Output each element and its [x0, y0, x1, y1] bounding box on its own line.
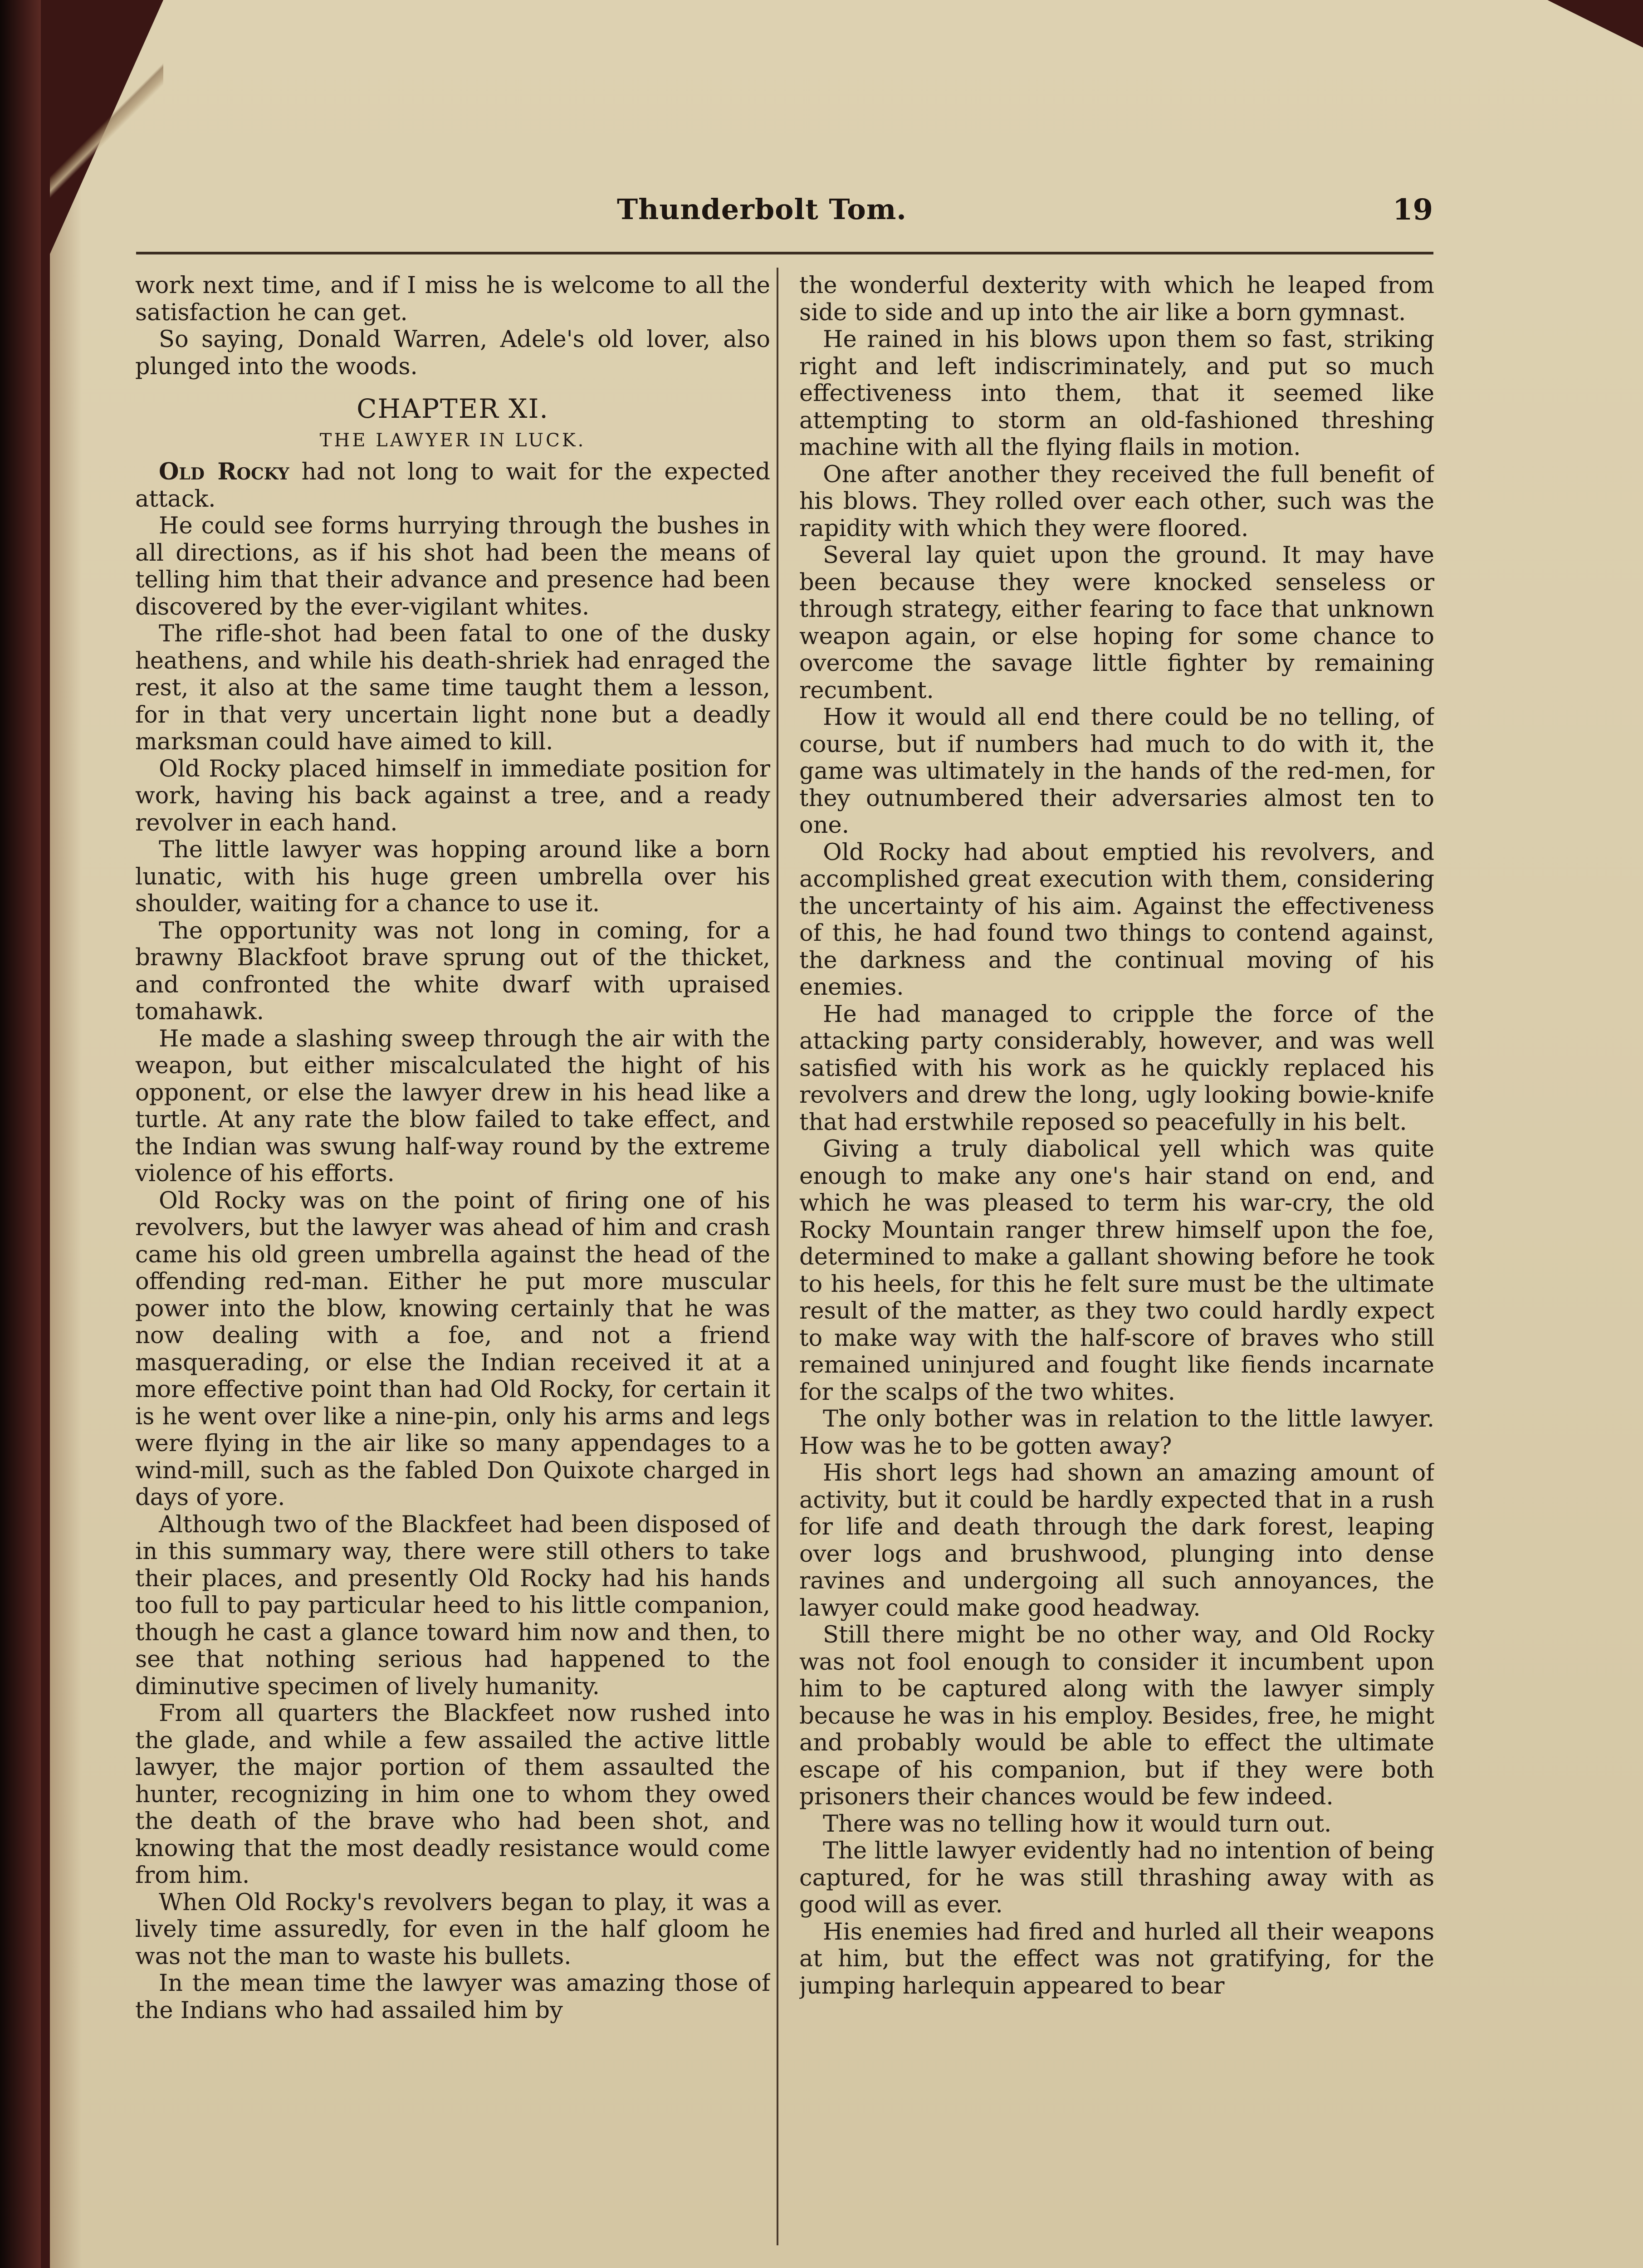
paragraph: The little lawyer was hopping around like a born lunatic, with his huge green umbrella over his shoulder, waiting for a chance to use it.	[135, 836, 770, 917]
paragraph: He made a slashing sweep through the air with the weapon, but either miscalculated the hight of his opponent, or else the lawyer drew in his head like a turtle. At any rate the blow failed to take effect, and the Indian was swung half-way round by the extreme violence of his efforts.	[135, 1025, 770, 1187]
paragraph: How it would all end there could be no telling, of course, but if numbers had much to do with it, the game was ultimately in the hands of the red-men, for they outnumbered their adversaries almost ten to one.	[799, 704, 1434, 839]
opening-text: had not long to wait for the expected attack.	[135, 459, 770, 513]
paragraph: He rained in his blows upon them so fast, striking right and left indiscriminately, and put so much effectiveness into them, that it seemed like attempting to storm an old-fashioned threshing machine with all the flying flails in motion.	[799, 326, 1434, 461]
paragraph: In the mean time the lawyer was amazing those of the Indians who had assailed him by	[135, 1970, 770, 2024]
left-column	[135, 272, 770, 2223]
paragraph: Old Rocky had about emptied his revolvers, and accomplished great execution with them, considering the uncertainty of his aim. Against the effectiveness of this, he had found two things to contend against, the darkness and the continual moving of his enemies.	[799, 839, 1434, 1001]
paragraph: So saying, Donald Warren, Adele's old lover, also plunged into the woods.	[135, 326, 770, 380]
paragraph: The little lawyer evidently had no intention of being captured, for he was still thrashing away with as good will as ever.	[799, 1838, 1434, 1918]
paragraph: Old Rocky placed himself in immediate position for work, having his back against a tree, and a ready revolver in each hand.	[135, 755, 770, 836]
paragraph: One after another they received the full benefit of his blows. They rolled over each other, such was the rapidity with which they were floored.	[799, 461, 1434, 542]
paragraph: Although two of the Blackfeet had been disposed of in this summary way, there were still others to take their places, and presently Old Rocky had his hands too full to pay particular heed to his little companion, though he cast a glance toward him now and then, to see that nothing serious had happened to the diminutive specimen of lively humanity.	[135, 1511, 770, 1700]
paragraph: When Old Rocky's revolvers began to play, it was a lively time assuredly, for even in the half gloom he was not the man to waste his bullets.	[135, 1889, 770, 1970]
paragraph: He had managed to cripple the force of the attacking party considerably, however, and was well satisfied with his work as he quickly replaced his revolvers and drew the long, ugly looking bowie-knife that had erstwhile reposed so peacefully in his belt.	[799, 1001, 1434, 1136]
opening-smallcaps: Old Rocky	[159, 458, 289, 485]
paragraph: The rifle-shot had been fatal to one of the dusky heathens, and while his death-shriek had enraged the rest, it also at the same time taught them a lesson, for in that very uncertain light none but a deadly marksman could have aimed to kill.	[135, 621, 770, 755]
chapter-subtitle: THE LAWYER IN LUCK.	[319, 430, 586, 451]
right-column	[799, 272, 1434, 2223]
header-rule	[136, 252, 1433, 254]
book-spine-shadow	[0, 0, 41, 2268]
chapter-title: CHAPTER XI.	[357, 393, 549, 424]
paragraph: There was no telling how it would turn out.	[823, 1810, 1332, 1838]
paragraph: work next time, and if I miss he is welcome to all the satisfaction he can get.	[135, 272, 770, 326]
column-divider	[777, 268, 778, 2245]
paragraph: the wonderful dexterity with which he leaped from side to side and up into the air like a born gymnast.	[799, 272, 1434, 326]
page-header	[617, 193, 1433, 247]
paragraph: Still there might be no other way, and Old Rocky was not fool enough to consider it incumbent upon him to be captured along with the lawyer simply because he was in his employ. Besides, free, he might and probably would be able to effect the ultimate escape of his companion, but if they were both prisoners their chances would be few indeed.	[799, 1622, 1434, 1810]
paragraph: Giving a truly diabolical yell which was quite enough to make any one's hair stand on end, and which he was pleased to term his war-cry, the old Rocky Mountain ranger threw himself upon the foe, determined to make a gallant showing before he took to his heels, for this he felt sure must be the ultimate result of the matter, as they two could hardly expect to make way with the half-score of braves who still remained uninjured and fought like fiends incarnate for the scalps of the two whites.	[799, 1136, 1434, 1406]
paragraph: Old Rocky was on the point of firing one of his revolvers, but the lawyer was ahead of him and crash came his old green umbrella against the head of the offending red-man. Either he put more muscular power into the blow, knowing certainly that he was now dealing with a foe, and not a friend masquerading, or else the Indian received it at a more effective point than had Old Rocky, for certain it is he went over like a nine-pin, only his arms and legs were flying in the air like so many appendages to a wind-mill, such as the fabled Don Quixote charged in days of yore.	[135, 1187, 770, 1511]
paragraph: His short legs had shown an amazing amount of activity, but it could be hardly expected that in a rush for life and death through the dark forest, leaping over logs and brushwood, plunging into dense ravines and undergoing all such annoyances, the lawyer could make good headway.	[799, 1460, 1434, 1622]
paragraph: The opportunity was not long in coming, for a brawny Blackfoot brave sprung out of the thicket, and confronted the white dwarf with upraised tomahawk.	[135, 917, 770, 1025]
paragraph: He could see forms hurrying through the bushes in all directions, as if his shot had been the means of telling him that their advance and presence had been discovered by the ever-vigilant whites.	[135, 513, 770, 621]
paragraph: His enemies had fired and hurled all their weapons at him, but the effect was not gratifying, for the jumping harlequin appeared to bear	[799, 1918, 1434, 1999]
paragraph: The only bother was in relation to the little lawyer. How was he to be gotten away?	[799, 1406, 1434, 1460]
page-number: 19	[1393, 193, 1433, 227]
paragraph: From all quarters the Blackfeet now rushed into the glade, and while a few assailed the active little lawyer, the major portion of them assaulted the hunter, recognizing in him one to whom they owed the death of the brave who had been shot, and knowing that the most deadly resistance would come from him.	[135, 1700, 770, 1889]
paragraph: Several lay quiet upon the ground. It may have been because they were knocked senseless or through strategy, either fearing to face that unknown weapon again, or else hoping for some chance to overcome the savage little fighter by remaining recumbent.	[799, 542, 1434, 704]
running-head: Thunderbolt Tom.	[617, 193, 907, 226]
paragraph-opening	[135, 459, 770, 513]
